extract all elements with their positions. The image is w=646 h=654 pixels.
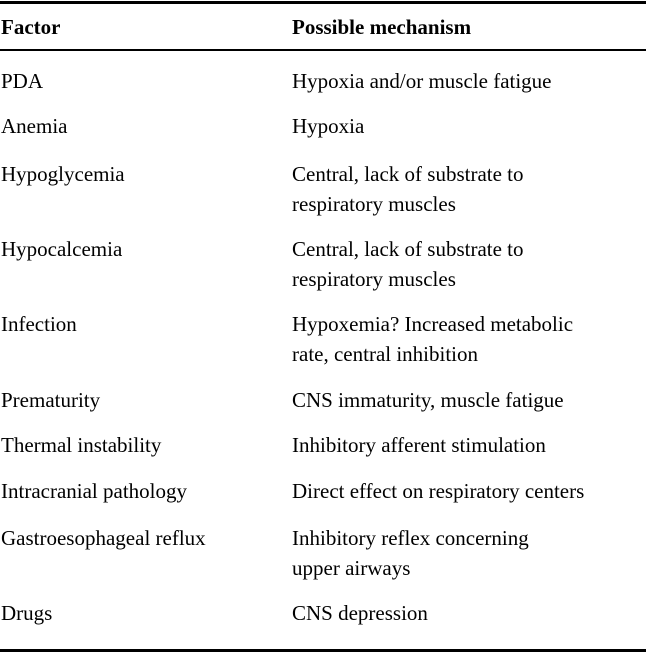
factor-cell: Prematurity bbox=[1, 388, 101, 412]
factor-cell: Anemia bbox=[1, 114, 68, 138]
mechanism-cell bbox=[292, 234, 646, 294]
mechanism-line: Hypoxia bbox=[292, 114, 365, 138]
table-rule-top bbox=[0, 1, 646, 4]
mechanism-cell bbox=[292, 111, 646, 141]
mechanism-cell bbox=[292, 159, 646, 219]
header-possible-mechanism: Possible mechanism bbox=[292, 15, 472, 39]
table-rule-header bbox=[0, 49, 646, 51]
factor-cell: Thermal instability bbox=[1, 433, 162, 457]
mechanism-cell bbox=[292, 598, 646, 628]
mechanism-line: respiratory muscles bbox=[292, 192, 456, 216]
mechanism-line: CNS immaturity, muscle fatigue bbox=[292, 388, 564, 412]
factor-cell: Gastroesophageal reflux bbox=[1, 526, 206, 550]
factor-cell: Hypoglycemia bbox=[1, 162, 125, 186]
factor-cell: PDA bbox=[1, 69, 44, 93]
factor-cell: Drugs bbox=[1, 601, 53, 625]
mechanism-line: Hypoxia and/or muscle fatigue bbox=[292, 69, 552, 93]
mechanism-line: Central, lack of substrate to bbox=[292, 162, 524, 186]
mechanism-line: Inhibitory afferent stimulation bbox=[292, 433, 546, 457]
mechanism-line: upper airways bbox=[292, 556, 411, 580]
mechanism-cell bbox=[292, 430, 646, 460]
mechanism-cell bbox=[292, 66, 646, 96]
mechanism-cell bbox=[292, 309, 646, 369]
factor-cell: Hypocalcemia bbox=[1, 237, 123, 261]
header-factor: Factor bbox=[1, 15, 61, 39]
factor-cell: Infection bbox=[1, 312, 77, 336]
mechanism-line: CNS depression bbox=[292, 601, 428, 625]
mechanism-cell bbox=[292, 385, 646, 415]
mechanism-cell bbox=[292, 523, 646, 583]
factor-cell: Intracranial pathology bbox=[1, 479, 188, 503]
mechanism-line: Inhibitory reflex concerning bbox=[292, 526, 529, 550]
mechanism-cell bbox=[292, 476, 646, 506]
mechanism-line: Central, lack of substrate to bbox=[292, 237, 524, 261]
table-rule-bottom bbox=[0, 649, 646, 652]
mechanism-line: respiratory muscles bbox=[292, 267, 456, 291]
mechanism-line: Direct effect on respiratory centers bbox=[292, 479, 585, 503]
mechanism-line: Hypoxemia? Increased metabolic bbox=[292, 312, 574, 336]
mechanism-line: rate, central inhibition bbox=[292, 342, 479, 366]
